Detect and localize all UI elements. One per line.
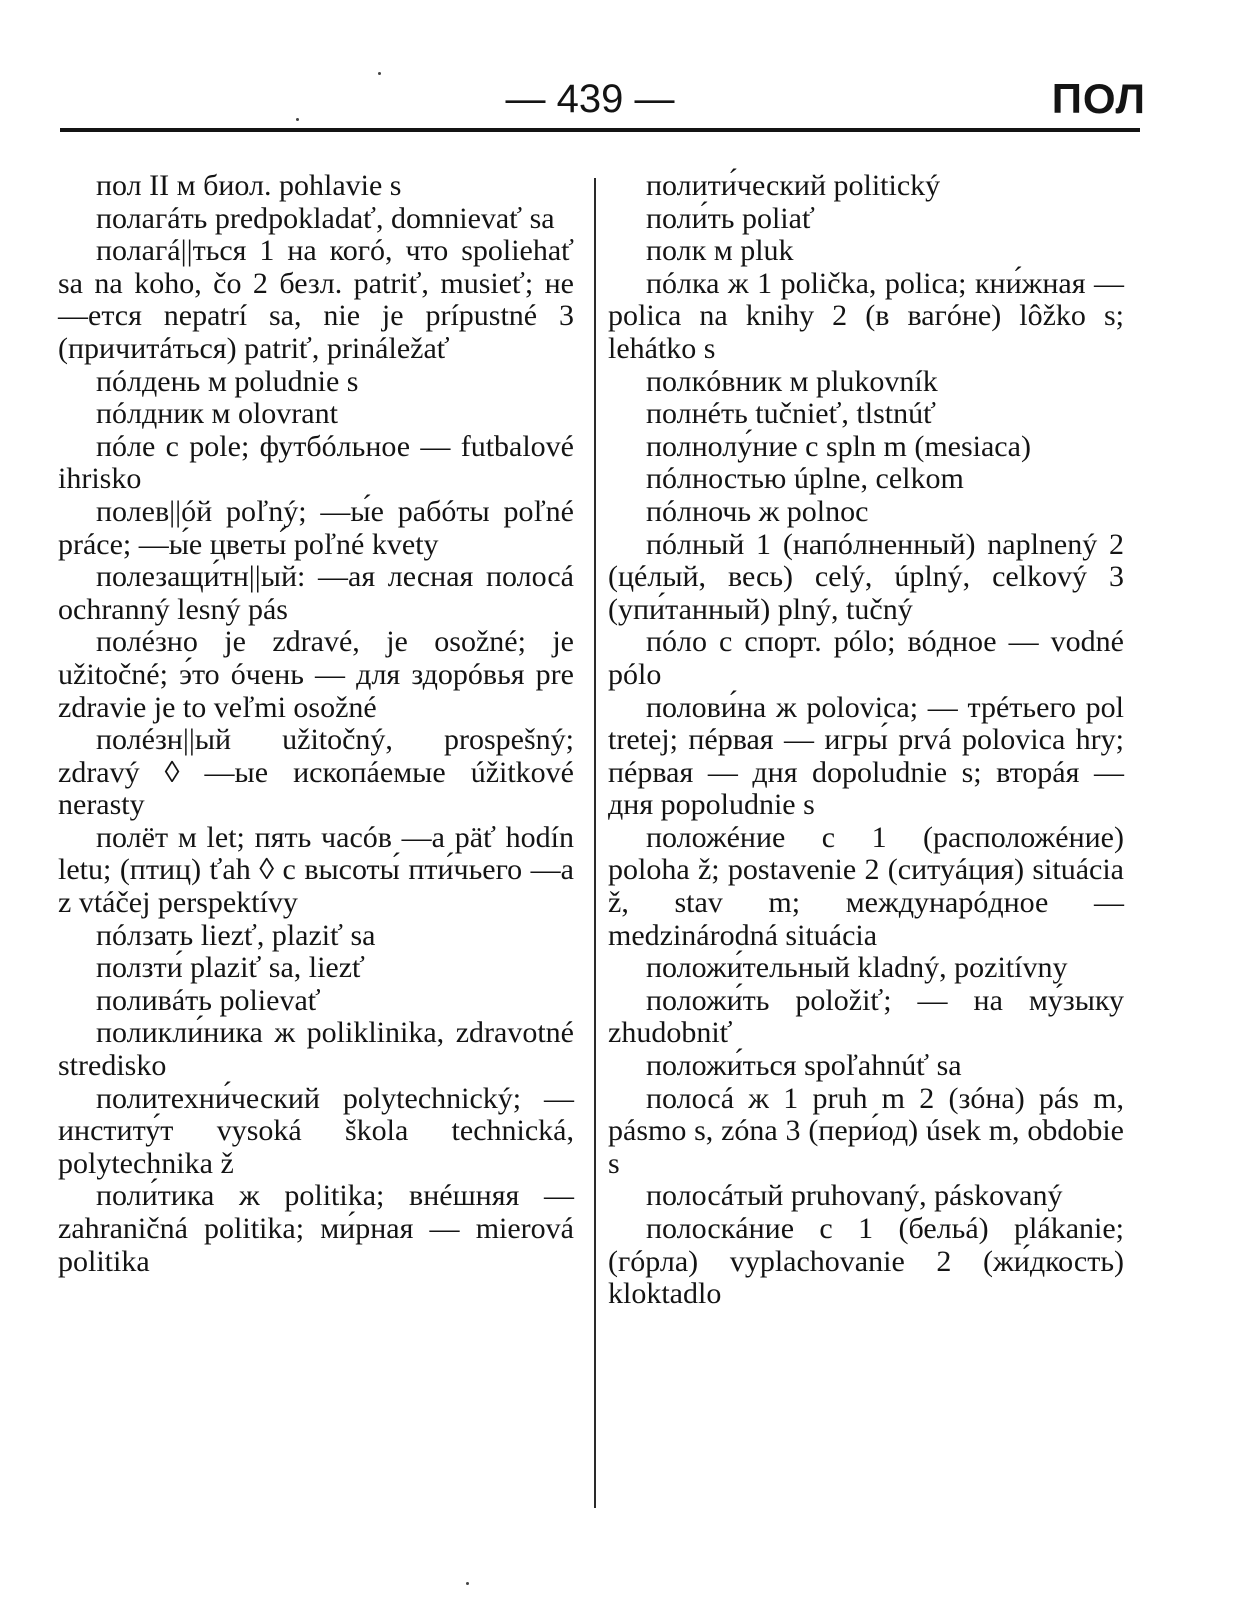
dictionary-entry: полéзн||ый užitočný, prospešný; zdravý ◊ —ые ископáемые úžitkové nerasty xyxy=(58,723,574,822)
dictionary-entry: пóлночь ж polnoc xyxy=(646,494,869,528)
scan-speck xyxy=(466,1582,469,1585)
running-head xyxy=(1052,74,1146,124)
column-divider xyxy=(594,178,596,1508)
scan-speck xyxy=(378,72,381,75)
dictionary-entry: полоскáние с 1 (бельá) plákanie; (гóрла) vyplachovanie 2 (жи́дкость) kloktadlo xyxy=(608,1212,1124,1311)
dictionary-entry: поливáть polievať xyxy=(96,983,321,1017)
dictionary-entry: политехни́ческий polytechnický; — институ́т vysoká škola technická, polytechnika ž xyxy=(58,1081,574,1180)
dictionary-entry: пол II м биол. pohlavie s xyxy=(96,169,402,202)
dictionary-entry: поли́тика ж politika; внéшняя — zahraničná politika; ми́рная — mierová politika xyxy=(58,1179,574,1278)
page-number-text: — 439 — xyxy=(505,77,675,121)
left-column xyxy=(58,170,574,1278)
dictionary-entry: пóлдень м poludnie s xyxy=(96,364,359,398)
dictionary-entry: полосáтый pruhovaný, páskovaný xyxy=(646,1179,1063,1213)
dictionary-entry: поли́ть poliať xyxy=(646,201,815,235)
dictionary-entry: полкóвник м plukovník xyxy=(646,364,938,398)
dictionary-entry: пóлка ж 1 polička, polica; кни́жная — polica na knihy 2 (в вагóне) lôžko s; lehátko s xyxy=(608,266,1124,365)
dictionary-entry: полев||óй poľný; —ы́е рабóты poľné práce; —ы́е цветы́ poľné kvety xyxy=(58,494,574,561)
dictionary-entry: пóлный 1 (напóлненный) naplnený 2 (цéлый, весь) celý, úplný, celkový 3 (упи́танный) plný, tučný xyxy=(608,527,1124,626)
dictionary-entry: пóлдник м olovrant xyxy=(96,397,338,431)
dictionary-entry: полнолу́ние с spln m (mesiaca) xyxy=(646,429,1031,463)
dictionary-entry: полéзно je zdravé, je osožné; je užitočné; э́то óчень — для здорóвья pre zdravie je to veľmi osožné xyxy=(58,625,574,724)
dictionary-entry: полезащи́тн||ый: —ая лесная полосá ochranný lesný pás xyxy=(58,560,574,626)
right-column xyxy=(608,170,1124,1311)
dictionary-entry: пóле с pole; футбóльное — futbalové ihrisko xyxy=(58,429,574,496)
dictionary-entry: положи́ться spoľahnúť sa xyxy=(646,1049,962,1083)
header-rule xyxy=(60,128,1140,132)
running-head-text: ПОЛ xyxy=(1051,75,1146,122)
dictionary-entry: положéние с 1 (расположéние) poloha ž; postavenie 2 (ситуáция) situácia ž, stav m; междунарóдное — medzinárodná situácia xyxy=(608,820,1124,952)
dictionary-entry: полови́на ж polovica; — трéтьего pol tretej; пéрвая — игры́ prvá polovica hry; пéрвая — дня dopoludnie s; вторáя — дня popoludnie s xyxy=(608,690,1124,822)
dictionary-entry: полагá||ться 1 на когó, что spoliehať sa na koho, čo 2 безл. patriť, musieť; не —ется nepatrí sa, nie je prípustné 3 (причитáться) patriť, prináležať xyxy=(58,234,574,365)
dictionary-entry: пóло с спорт. pólo; вóдное — vodné pólo xyxy=(608,625,1124,691)
dictionary-entry: поликли́ника ж poliklinika, zdravotné stredisko xyxy=(58,1016,574,1083)
dictionary-entry: пóлзать liezť, plaziť sa xyxy=(96,918,376,952)
dictionary-entry: ползти́ plaziť sa, liezť xyxy=(96,951,365,985)
dictionary-entry: полити́ческий politický xyxy=(646,169,941,202)
dictionary-entry: полосá ж 1 pruh m 2 (зóна) pás m, pásmo s, zóna 3 (пери́од) úsek m, obdobie s xyxy=(608,1081,1124,1180)
dictionary-entry: полёт м let; пять часóв —а päť hodín letu; (птиц) ťah ◊ с высоты́ пти́чьего —а z vtáčej perspektívy xyxy=(58,820,574,920)
dictionary-entry: положи́ть položiť; — на му́зыку zhudobniť xyxy=(608,983,1124,1050)
dictionary-entry: положи́тельный kladný, pozitívny xyxy=(646,951,1068,985)
page-number xyxy=(480,74,700,124)
scan-speck xyxy=(296,118,299,121)
dictionary-entry: пóлностью úplne, celkom xyxy=(646,462,964,496)
dictionary-entry: полагáть predpokladať, domnievať sa xyxy=(96,201,555,235)
dictionary-entry: полнéть tučnieť, tlstnúť xyxy=(646,397,936,431)
dictionary-entry: полк м pluk xyxy=(646,234,794,268)
